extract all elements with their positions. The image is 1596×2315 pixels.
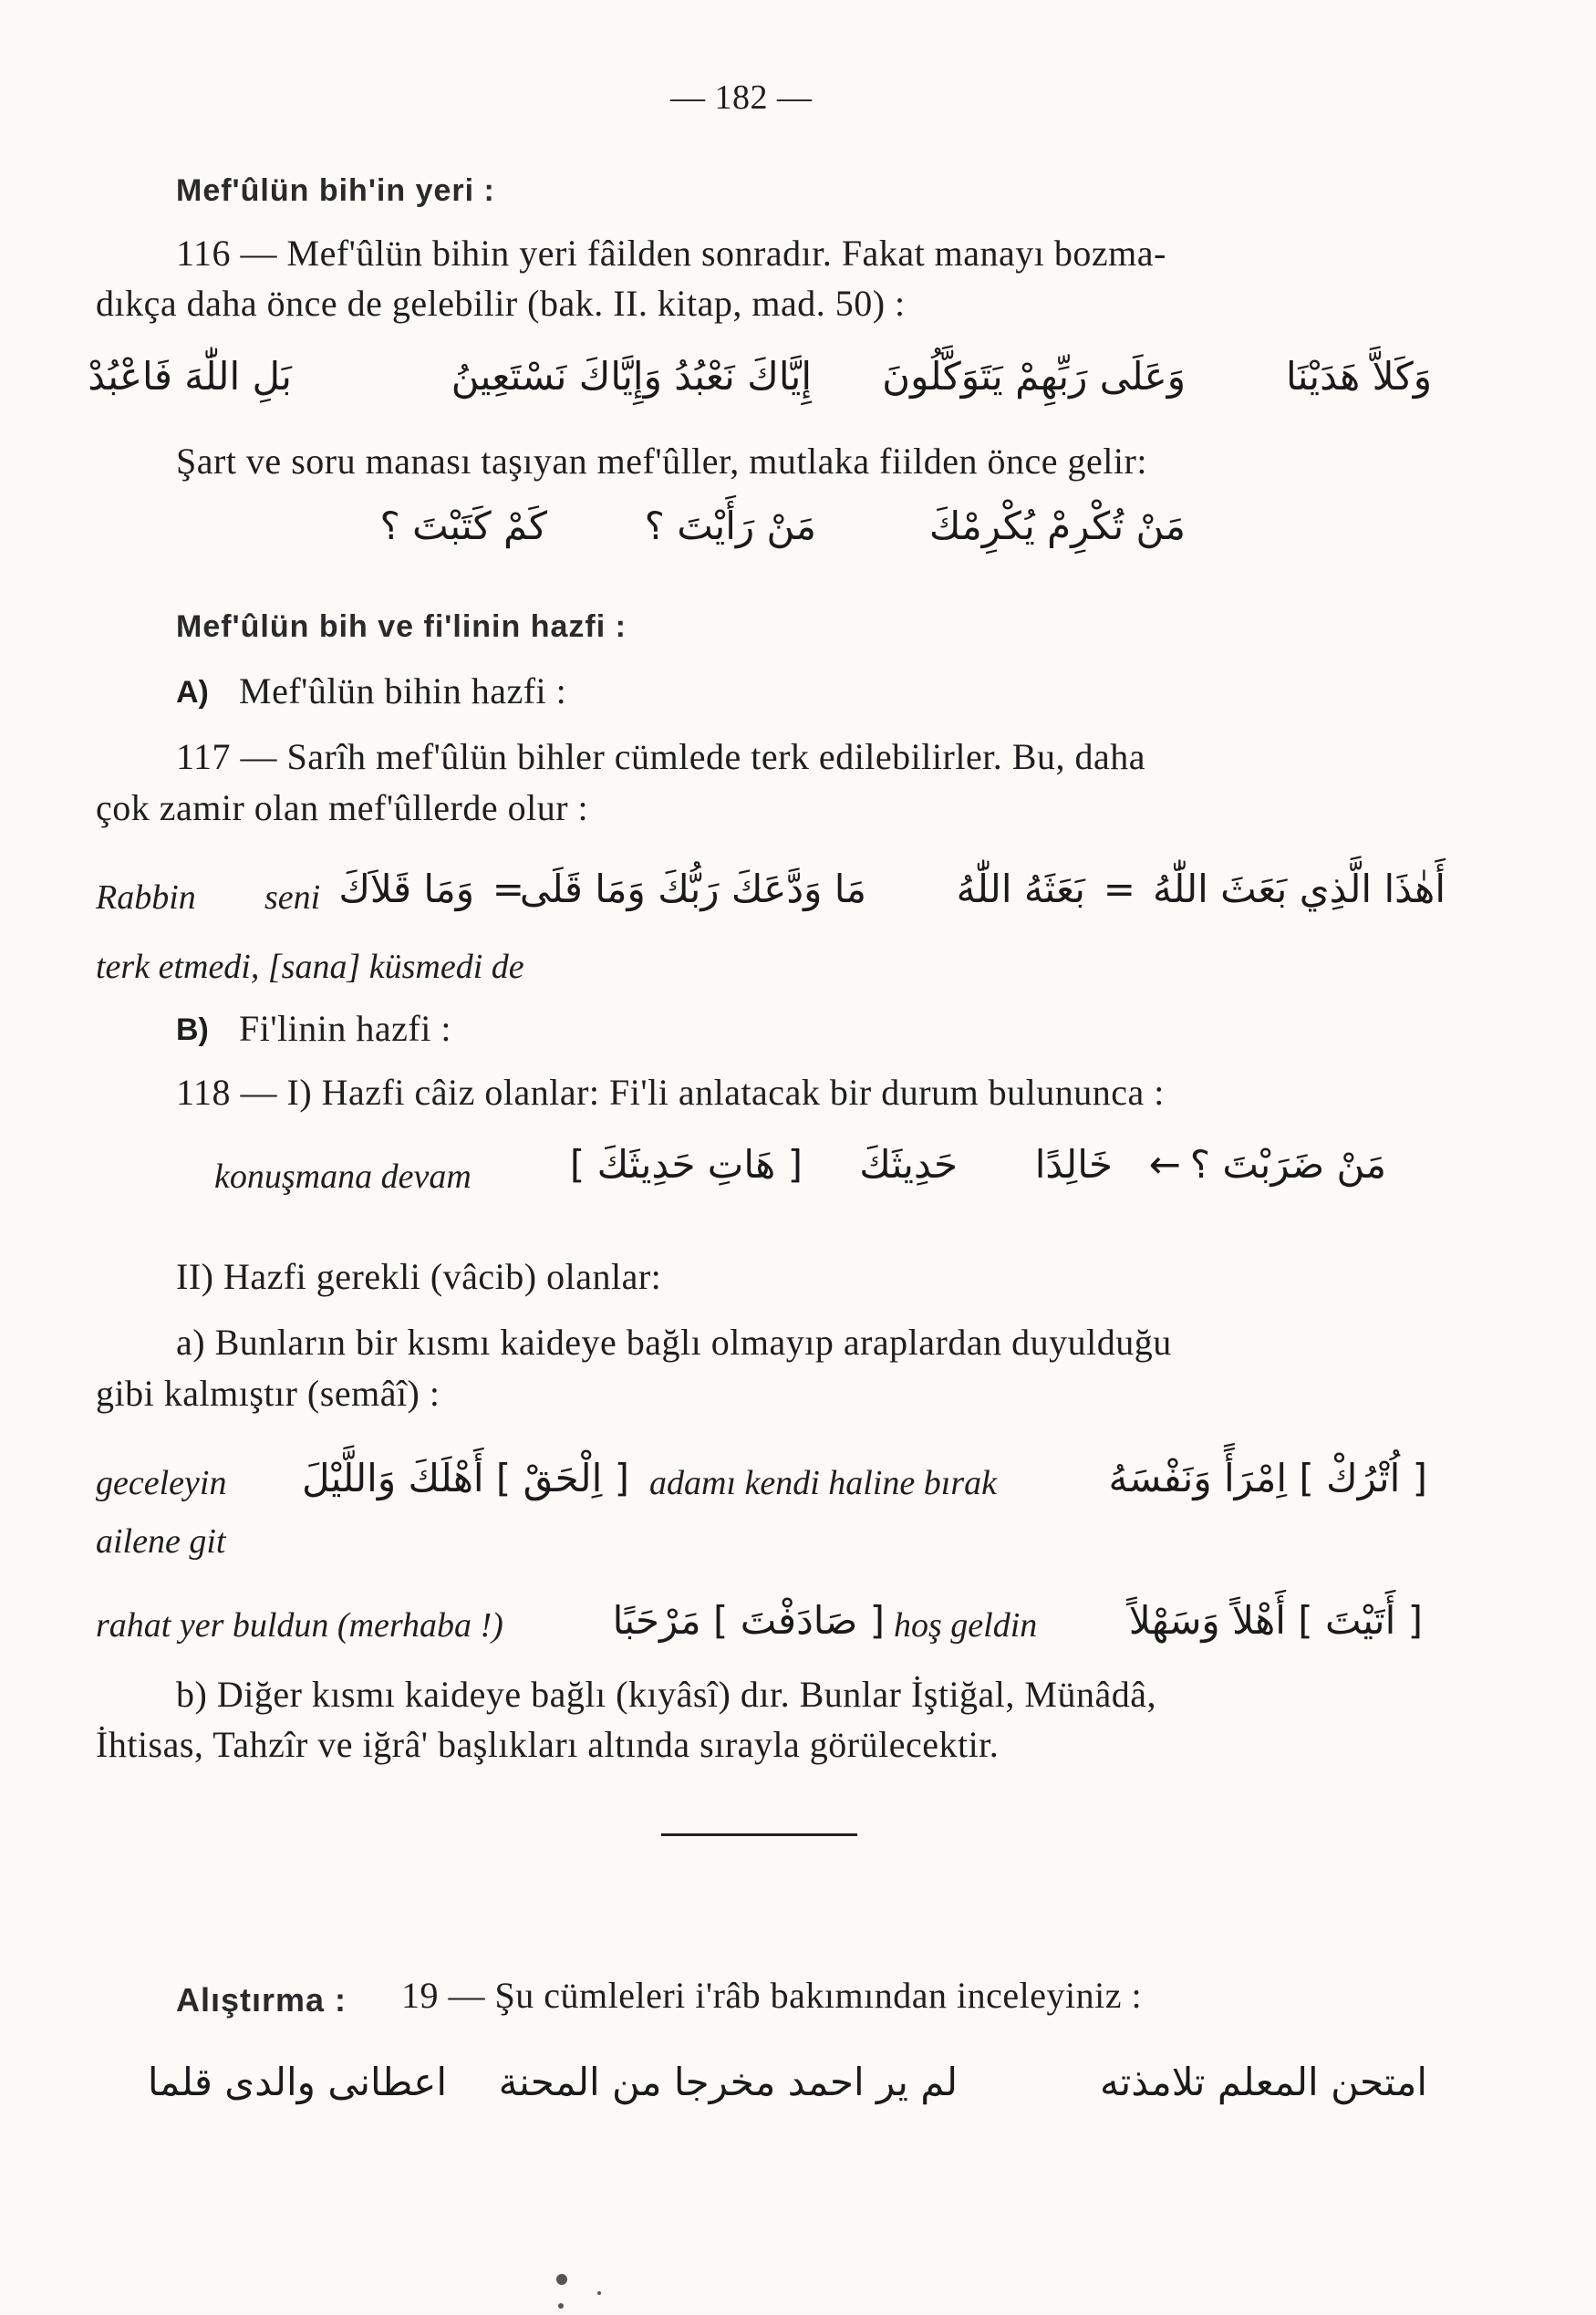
arabic-example-5: مَنْ تُكْرِمْ يُكْرِمْكَ xyxy=(928,503,1186,548)
translation-seni: seni xyxy=(264,878,321,917)
paragraph-118: 118 — I) Hazfi câiz olanlar: Fi'li anlatacak bir durum bulununca : xyxy=(176,1072,1165,1113)
exercise-instruction: 19 — Şu cümleleri i'râb bakımından inceleyiniz : xyxy=(401,1975,1143,2016)
subheading-ii: II) Hazfi gerekli (vâcib) olanlar: xyxy=(176,1256,662,1297)
paragraph-117-line1: 117 — Sarîh mef'ûlün bihler cümlede terk edilebilirler. Bu, daha xyxy=(176,736,1145,777)
arabic-example-9: بَعَثَهُ اللّٰهُ xyxy=(956,867,1085,911)
paragraph-116-line1: 116 — Mef'ûlün bihin yeri fâilden sonradır. Fakat manayı bozma- xyxy=(176,233,1166,274)
label-b: B) xyxy=(176,1012,209,1047)
conditional-interrogative-line: Şart ve soru manası taşıyan mef'ûller, mutlaka fiilden önce gelir: xyxy=(176,441,1147,482)
paragraph-a-line1: a) Bunların bir kısmı kaideye bağlı olmayıp araplardan duyulduğu xyxy=(176,1322,1172,1363)
translation-adami: adamı kendi haline bırak xyxy=(649,1464,997,1502)
translation-konusmana: konuşmana devam xyxy=(214,1158,472,1196)
section-heading-place: Mef'ûlün bih'in yeri : xyxy=(176,173,495,208)
arabic-bracketed-1: [ هَاتِ حَدِيثَكَ ] xyxy=(569,1142,803,1187)
arabic-example-7: كَمْ كَتَبْتَ ؟ xyxy=(379,503,547,548)
translation-rabbin: Rabbin xyxy=(96,878,196,917)
arabic-example-8: أَهٰذَا الَّذِي بَعَثَ اللّٰهُ xyxy=(1152,867,1446,911)
arabic-example-11: وَمَا قَلاَكَ xyxy=(338,867,474,911)
arabic-example-3: إِيَّاكَ نَعْبُدُ وَإِيَّاكَ نَسْتَعِينُ xyxy=(451,354,812,399)
arabic-arrow: ← xyxy=(1148,1142,1181,1187)
arabic-example-17: [ أَتَيْتَ ] أَهْلاً وَسَهْلاً xyxy=(1128,1598,1423,1643)
arabic-example-14: حَدِيثَكَ xyxy=(859,1142,958,1187)
arabic-example-13: خَالِدًا xyxy=(1034,1142,1113,1187)
arabic-example-6: مَنْ رَأَيْتَ ؟ xyxy=(644,503,816,548)
arabic-example-10: مَا وَدَّعَكَ رَبُّكَ وَمَا قَلَى xyxy=(519,867,866,911)
section-divider xyxy=(661,1833,857,1836)
subheading-b: Fi'linin hazfi : xyxy=(239,1008,451,1049)
exercise-arabic-1: امتحن المعلم تلامذته xyxy=(1100,2060,1427,2104)
ink-speck xyxy=(558,2303,564,2309)
arabic-example-4: بَلِ اللّٰهَ فَاعْبُدْ xyxy=(88,354,292,399)
subheading-a: Mef'ûlün bihin hazfi : xyxy=(239,670,567,711)
paragraph-a-line2: gibi kalmıştır (semâî) : xyxy=(96,1373,440,1414)
paragraph-117-line2: çok zamir olan mef'ûllerde olur : xyxy=(96,787,589,828)
paragraph-116-line2: dıkça daha önce de gelebilir (bak. II. kitap, mad. 50) : xyxy=(96,283,906,324)
translation-ailene: ailene git xyxy=(96,1522,226,1561)
exercise-label: Alıştırma : xyxy=(176,1981,347,2019)
arabic-example-12: مَنْ ضَرَبْتَ ؟ xyxy=(1189,1142,1386,1187)
arabic-equals-1: = xyxy=(1103,867,1135,911)
arabic-example-15: [ اُتْرُكْ ] اِمْرَأً وَنَفْسَهُ xyxy=(1108,1456,1427,1500)
arabic-example-16: [ اِلْحَقْ ] أَهْلَكَ وَاللَّيْلَ xyxy=(301,1456,629,1500)
arabic-equals-2: = xyxy=(492,867,524,911)
translation-rahat: rahat yer buldun (merhaba !) xyxy=(96,1606,503,1645)
label-a: A) xyxy=(176,675,209,710)
translation-hosgeldin: hoş geldin xyxy=(894,1606,1038,1645)
exercise-arabic-3: اعطانى والدى قلما xyxy=(147,2060,447,2104)
translation-terk: terk etmedi, [sana] küsmedi de xyxy=(96,948,524,986)
arabic-example-18: [ صَادَفْتَ ] مَرْحَبًا xyxy=(612,1598,885,1643)
arabic-example-1: وَكَلاَّ هَدَيْنَا xyxy=(1285,354,1432,399)
paragraph-b-line2: İhtisas, Tahzîr ve iğrâ' başlıkları altında sırayla görülecektir. xyxy=(96,1724,1000,1765)
page-number: — 182 — xyxy=(670,78,813,117)
paragraph-b-line1: b) Diğer kısmı kaideye bağlı (kıyâsî) dır. Bunlar İştiğal, Münâdâ, xyxy=(176,1674,1156,1715)
exercise-arabic-2: لم ير احمد مخرجا من المحنة xyxy=(498,2060,958,2104)
section-heading-omission: Mef'ûlün bih ve fi'linin hazfi : xyxy=(176,609,627,644)
arabic-example-2: وَعَلَى رَبِّهِمْ يَتَوَكَّلُونَ xyxy=(882,354,1186,399)
ink-speck xyxy=(556,2274,567,2285)
translation-geceleyin: geceleyin xyxy=(96,1464,227,1502)
ink-speck xyxy=(597,2291,601,2295)
